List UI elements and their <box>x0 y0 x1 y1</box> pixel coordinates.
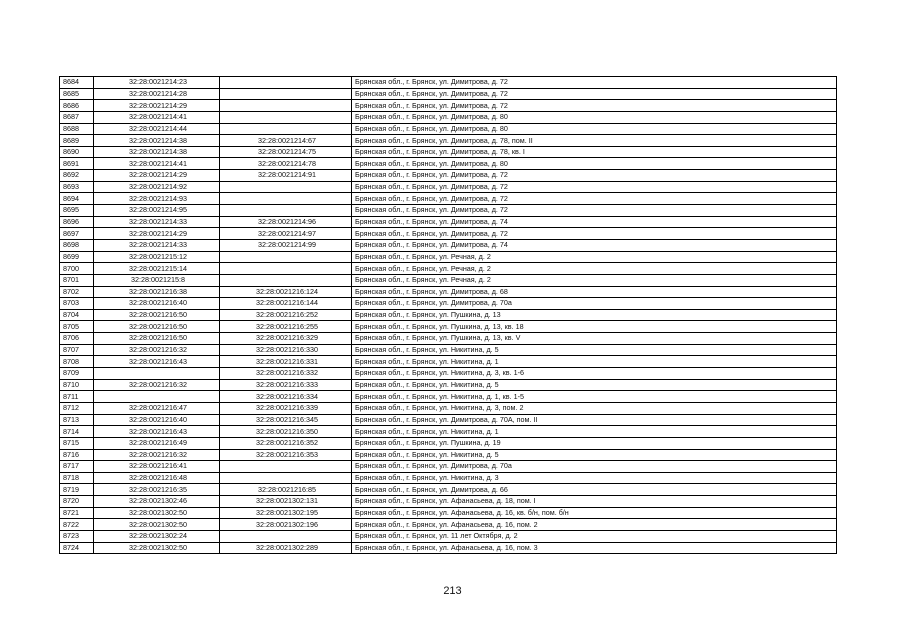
address-cell: Брянская обл., г. Брянск, ул. Димитрова, д. 74 <box>352 239 837 251</box>
land-cadastral-number-cell: 32:28:0021215:12 <box>94 251 220 263</box>
land-cadastral-number-cell: 32:28:0021216:43 <box>94 356 220 368</box>
row-number-cell: 8714 <box>60 426 94 438</box>
object-cadastral-number-cell: 32:28:0021216:334 <box>220 391 352 403</box>
table-row <box>60 333 837 345</box>
table-row <box>60 309 837 321</box>
land-cadastral-number-cell: 32:28:0021302:46 <box>94 496 220 508</box>
land-cadastral-number-cell: 32:28:0021216:38 <box>94 286 220 298</box>
row-number-cell: 8717 <box>60 461 94 473</box>
land-cadastral-number-cell: 32:28:0021214:92 <box>94 181 220 193</box>
land-cadastral-number-cell: 32:28:0021214:44 <box>94 123 220 135</box>
table-row <box>60 368 837 380</box>
table-row <box>60 426 837 438</box>
object-cadastral-number-cell: 32:28:0021216:352 <box>220 437 352 449</box>
row-number-cell: 8719 <box>60 484 94 496</box>
object-cadastral-number-cell <box>220 88 352 100</box>
address-cell: Брянская обл., г. Брянск, ул. Речная, д. 2 <box>352 251 837 263</box>
address-cell: Брянская обл., г. Брянск, ул. Афанасьева, д. 18, пом. I <box>352 496 837 508</box>
address-cell: Брянская обл., г. Брянск, ул. Афанасьева, д. 16, пом. 3 <box>352 542 837 554</box>
land-cadastral-number-cell: 32:28:0021214:29 <box>94 228 220 240</box>
address-cell: Брянская обл., г. Брянск, ул. Димитрова, д. 72 <box>352 170 837 182</box>
row-number-cell: 8687 <box>60 111 94 123</box>
object-cadastral-number-cell: 32:28:0021214:75 <box>220 146 352 158</box>
row-number-cell: 8695 <box>60 205 94 217</box>
address-cell: Брянская обл., г. Брянск, ул. Никитина, д. 5 <box>352 379 837 391</box>
table-row <box>60 519 837 531</box>
land-cadastral-number-cell: 32:28:0021214:38 <box>94 135 220 147</box>
land-cadastral-number-cell: 32:28:0021216:49 <box>94 437 220 449</box>
table-row <box>60 286 837 298</box>
land-cadastral-number-cell <box>94 368 220 380</box>
row-number-cell: 8690 <box>60 146 94 158</box>
land-cadastral-number-cell: 32:28:0021216:50 <box>94 321 220 333</box>
row-number-cell: 8707 <box>60 344 94 356</box>
property-registry-table <box>59 76 837 554</box>
land-cadastral-number-cell: 32:28:0021215:8 <box>94 274 220 286</box>
land-cadastral-number-cell: 32:28:0021216:50 <box>94 309 220 321</box>
object-cadastral-number-cell <box>220 251 352 263</box>
address-cell: Брянская обл., г. Брянск, ул. Димитрова, д. 72 <box>352 193 837 205</box>
address-cell: Брянская обл., г. Брянск, ул. Димитрова, д. 80 <box>352 111 837 123</box>
address-cell: Брянская обл., г. Брянск, ул. Никитина, д. 3, пом. 2 <box>352 402 837 414</box>
row-number-cell: 8694 <box>60 193 94 205</box>
object-cadastral-number-cell <box>220 472 352 484</box>
land-cadastral-number-cell: 32:28:0021216:50 <box>94 333 220 345</box>
object-cadastral-number-cell: 32:28:0021216:353 <box>220 449 352 461</box>
address-cell: Брянская обл., г. Брянск, ул. Димитрова, д. 72 <box>352 100 837 112</box>
row-number-cell: 8724 <box>60 542 94 554</box>
land-cadastral-number-cell: 32:28:0021216:41 <box>94 461 220 473</box>
object-cadastral-number-cell: 32:28:0021216:345 <box>220 414 352 426</box>
land-cadastral-number-cell: 32:28:0021216:32 <box>94 449 220 461</box>
page-number: 213 <box>443 585 462 597</box>
land-cadastral-number-cell: 32:28:0021216:32 <box>94 379 220 391</box>
address-cell: Брянская обл., г. Брянск, ул. Димитрова, д. 72 <box>352 88 837 100</box>
table-row <box>60 77 837 89</box>
row-number-cell: 8706 <box>60 333 94 345</box>
row-number-cell: 8710 <box>60 379 94 391</box>
object-cadastral-number-cell: 32:28:0021216:333 <box>220 379 352 391</box>
row-number-cell: 8711 <box>60 391 94 403</box>
land-cadastral-number-cell: 32:28:0021302:50 <box>94 542 220 554</box>
row-number-cell: 8697 <box>60 228 94 240</box>
row-number-cell: 8704 <box>60 309 94 321</box>
row-number-cell: 8693 <box>60 181 94 193</box>
row-number-cell: 8708 <box>60 356 94 368</box>
row-number-cell: 8722 <box>60 519 94 531</box>
table-row <box>60 356 837 368</box>
land-cadastral-number-cell: 32:28:0021215:14 <box>94 263 220 275</box>
row-number-cell: 8713 <box>60 414 94 426</box>
object-cadastral-number-cell: 32:28:0021214:91 <box>220 170 352 182</box>
row-number-cell: 8720 <box>60 496 94 508</box>
table-row <box>60 484 837 496</box>
table-row <box>60 402 837 414</box>
object-cadastral-number-cell <box>220 111 352 123</box>
table-row <box>60 263 837 275</box>
row-number-cell: 8715 <box>60 437 94 449</box>
object-cadastral-number-cell: 32:28:0021216:339 <box>220 402 352 414</box>
object-cadastral-number-cell: 32:28:0021302:289 <box>220 542 352 554</box>
object-cadastral-number-cell: 32:28:0021216:350 <box>220 426 352 438</box>
address-cell: Брянская обл., г. Брянск, ул. Пушкина, д. 13, кв. 18 <box>352 321 837 333</box>
land-cadastral-number-cell: 32:28:0021214:23 <box>94 77 220 89</box>
address-cell: Брянская обл., г. Брянск, ул. Речная, д. 2 <box>352 274 837 286</box>
row-number-cell: 8685 <box>60 88 94 100</box>
row-number-cell: 8692 <box>60 170 94 182</box>
object-cadastral-number-cell: 32:28:0021216:85 <box>220 484 352 496</box>
table-row <box>60 158 837 170</box>
row-number-cell: 8684 <box>60 77 94 89</box>
table-row <box>60 530 837 542</box>
table-row <box>60 181 837 193</box>
land-cadastral-number-cell: 32:28:0021214:29 <box>94 170 220 182</box>
table-row <box>60 216 837 228</box>
address-cell: Брянская обл., г. Брянск, ул. Никитина, д. 1 <box>352 426 837 438</box>
table-row <box>60 274 837 286</box>
land-cadastral-number-cell: 32:28:0021216:40 <box>94 298 220 310</box>
row-number-cell: 8709 <box>60 368 94 380</box>
object-cadastral-number-cell <box>220 274 352 286</box>
address-cell: Брянская обл., г. Брянск, ул. Никитина, д. 5 <box>352 344 837 356</box>
object-cadastral-number-cell: 32:28:0021216:332 <box>220 368 352 380</box>
table-row <box>60 414 837 426</box>
object-cadastral-number-cell: 32:28:0021216:252 <box>220 309 352 321</box>
object-cadastral-number-cell <box>220 181 352 193</box>
land-cadastral-number-cell: 32:28:0021216:40 <box>94 414 220 426</box>
address-cell: Брянская обл., г. Брянск, ул. Пушкина, д. 19 <box>352 437 837 449</box>
row-number-cell: 8718 <box>60 472 94 484</box>
table-row <box>60 88 837 100</box>
land-cadastral-number-cell: 32:28:0021214:41 <box>94 158 220 170</box>
table-row <box>60 496 837 508</box>
object-cadastral-number-cell: 32:28:0021216:144 <box>220 298 352 310</box>
table-row <box>60 391 837 403</box>
address-cell: Брянская обл., г. Брянск, ул. Димитрова, д. 72 <box>352 228 837 240</box>
address-cell: Брянская обл., г. Брянск, ул. Димитрова, д. 72 <box>352 181 837 193</box>
land-cadastral-number-cell: 32:28:0021214:38 <box>94 146 220 158</box>
table-row <box>60 135 837 147</box>
row-number-cell: 8701 <box>60 274 94 286</box>
address-cell: Брянская обл., г. Брянск, ул. Пушкина, д. 13 <box>352 309 837 321</box>
object-cadastral-number-cell: 32:28:0021214:96 <box>220 216 352 228</box>
address-cell: Брянская обл., г. Брянск, ул. Димитрова, д. 78, пом. II <box>352 135 837 147</box>
object-cadastral-number-cell: 32:28:0021214:78 <box>220 158 352 170</box>
address-cell: Брянская обл., г. Брянск, ул. Димитрова, д. 74 <box>352 216 837 228</box>
land-cadastral-number-cell: 32:28:0021214:41 <box>94 111 220 123</box>
row-number-cell: 8688 <box>60 123 94 135</box>
object-cadastral-number-cell: 32:28:0021216:255 <box>220 321 352 333</box>
table-row <box>60 205 837 217</box>
address-cell: Брянская обл., г. Брянск, ул. Никитина, д. 3, кв. 1-6 <box>352 368 837 380</box>
land-cadastral-number-cell <box>94 391 220 403</box>
table-row <box>60 170 837 182</box>
land-cadastral-number-cell: 32:28:0021214:95 <box>94 205 220 217</box>
table-row <box>60 239 837 251</box>
object-cadastral-number-cell: 32:28:0021214:97 <box>220 228 352 240</box>
object-cadastral-number-cell <box>220 77 352 89</box>
row-number-cell: 8698 <box>60 239 94 251</box>
object-cadastral-number-cell: 32:28:0021216:124 <box>220 286 352 298</box>
address-cell: Брянская обл., г. Брянск, ул. Димитрова, д. 66 <box>352 484 837 496</box>
land-cadastral-number-cell: 32:28:0021214:33 <box>94 239 220 251</box>
table-row <box>60 542 837 554</box>
object-cadastral-number-cell <box>220 193 352 205</box>
row-number-cell: 8696 <box>60 216 94 228</box>
table-row <box>60 507 837 519</box>
object-cadastral-number-cell <box>220 205 352 217</box>
table-row <box>60 437 837 449</box>
row-number-cell: 8721 <box>60 507 94 519</box>
table-row <box>60 146 837 158</box>
row-number-cell: 8689 <box>60 135 94 147</box>
address-cell: Брянская обл., г. Брянск, ул. Пушкина, д. 13, кв. V <box>352 333 837 345</box>
table-row <box>60 461 837 473</box>
row-number-cell: 8699 <box>60 251 94 263</box>
object-cadastral-number-cell <box>220 123 352 135</box>
address-cell: Брянская обл., г. Брянск, ул. Афанасьева, д. 16, кв. б/н, пом. б/н <box>352 507 837 519</box>
row-number-cell: 8712 <box>60 402 94 414</box>
address-cell: Брянская обл., г. Брянск, ул. Димитрова, д. 70а <box>352 461 837 473</box>
table-row <box>60 449 837 461</box>
address-cell: Брянская обл., г. Брянск, ул. Никитина, д. 1 <box>352 356 837 368</box>
address-cell: Брянская обл., г. Брянск, ул. Димитрова, д. 72 <box>352 205 837 217</box>
table-row <box>60 472 837 484</box>
object-cadastral-number-cell <box>220 263 352 275</box>
land-cadastral-number-cell: 32:28:0021302:50 <box>94 519 220 531</box>
address-cell: Брянская обл., г. Брянск, ул. 11 лет Октября, д. 2 <box>352 530 837 542</box>
address-cell: Брянская обл., г. Брянск, ул. Димитрова, д. 70а <box>352 298 837 310</box>
object-cadastral-number-cell <box>220 100 352 112</box>
address-cell: Брянская обл., г. Брянск, ул. Димитрова, д. 80 <box>352 123 837 135</box>
table-row <box>60 100 837 112</box>
land-cadastral-number-cell: 32:28:0021214:33 <box>94 216 220 228</box>
land-cadastral-number-cell: 32:28:0021302:50 <box>94 507 220 519</box>
table-row <box>60 344 837 356</box>
object-cadastral-number-cell: 32:28:0021214:99 <box>220 239 352 251</box>
address-cell: Брянская обл., г. Брянск, ул. Димитрова, д. 78, кв. I <box>352 146 837 158</box>
object-cadastral-number-cell: 32:28:0021302:131 <box>220 496 352 508</box>
row-number-cell: 8703 <box>60 298 94 310</box>
row-number-cell: 8716 <box>60 449 94 461</box>
registry-table-body <box>60 77 837 554</box>
address-cell: Брянская обл., г. Брянск, ул. Димитрова, д. 68 <box>352 286 837 298</box>
row-number-cell: 8723 <box>60 530 94 542</box>
address-cell: Брянская обл., г. Брянск, ул. Димитрова, д. 80 <box>352 158 837 170</box>
land-cadastral-number-cell: 32:28:0021216:35 <box>94 484 220 496</box>
table-row <box>60 123 837 135</box>
address-cell: Брянская обл., г. Брянск, ул. Никитина, д. 3 <box>352 472 837 484</box>
table-row <box>60 251 837 263</box>
land-cadastral-number-cell: 32:28:0021216:48 <box>94 472 220 484</box>
object-cadastral-number-cell <box>220 530 352 542</box>
table-row <box>60 298 837 310</box>
row-number-cell: 8700 <box>60 263 94 275</box>
address-cell: Брянская обл., г. Брянск, ул. Афанасьева, д. 16, пом. 2 <box>352 519 837 531</box>
table-row <box>60 193 837 205</box>
address-cell: Брянская обл., г. Брянск, ул. Речная, д. 2 <box>352 263 837 275</box>
object-cadastral-number-cell: 32:28:0021216:331 <box>220 356 352 368</box>
object-cadastral-number-cell: 32:28:0021302:195 <box>220 507 352 519</box>
table-row <box>60 321 837 333</box>
row-number-cell: 8691 <box>60 158 94 170</box>
row-number-cell: 8705 <box>60 321 94 333</box>
table-row <box>60 379 837 391</box>
table-row <box>60 111 837 123</box>
land-cadastral-number-cell: 32:28:0021216:43 <box>94 426 220 438</box>
address-cell: Брянская обл., г. Брянск, ул. Димитрова, д. 72 <box>352 77 837 89</box>
land-cadastral-number-cell: 32:28:0021216:47 <box>94 402 220 414</box>
address-cell: Брянская обл., г. Брянск, ул. Димитрова, д. 70А, пом. II <box>352 414 837 426</box>
table-row <box>60 228 837 240</box>
address-cell: Брянская обл., г. Брянск, ул. Никитина, д. 5 <box>352 449 837 461</box>
object-cadastral-number-cell: 32:28:0021214:67 <box>220 135 352 147</box>
land-cadastral-number-cell: 32:28:0021214:93 <box>94 193 220 205</box>
object-cadastral-number-cell <box>220 461 352 473</box>
land-cadastral-number-cell: 32:28:0021214:28 <box>94 88 220 100</box>
object-cadastral-number-cell: 32:28:0021216:329 <box>220 333 352 345</box>
row-number-cell: 8702 <box>60 286 94 298</box>
land-cadastral-number-cell: 32:28:0021216:32 <box>94 344 220 356</box>
land-cadastral-number-cell: 32:28:0021302:24 <box>94 530 220 542</box>
address-cell: Брянская обл., г. Брянск, ул. Никитина, д. 1, кв. 1-5 <box>352 391 837 403</box>
row-number-cell: 8686 <box>60 100 94 112</box>
object-cadastral-number-cell: 32:28:0021302:196 <box>220 519 352 531</box>
object-cadastral-number-cell: 32:28:0021216:330 <box>220 344 352 356</box>
land-cadastral-number-cell: 32:28:0021214:29 <box>94 100 220 112</box>
